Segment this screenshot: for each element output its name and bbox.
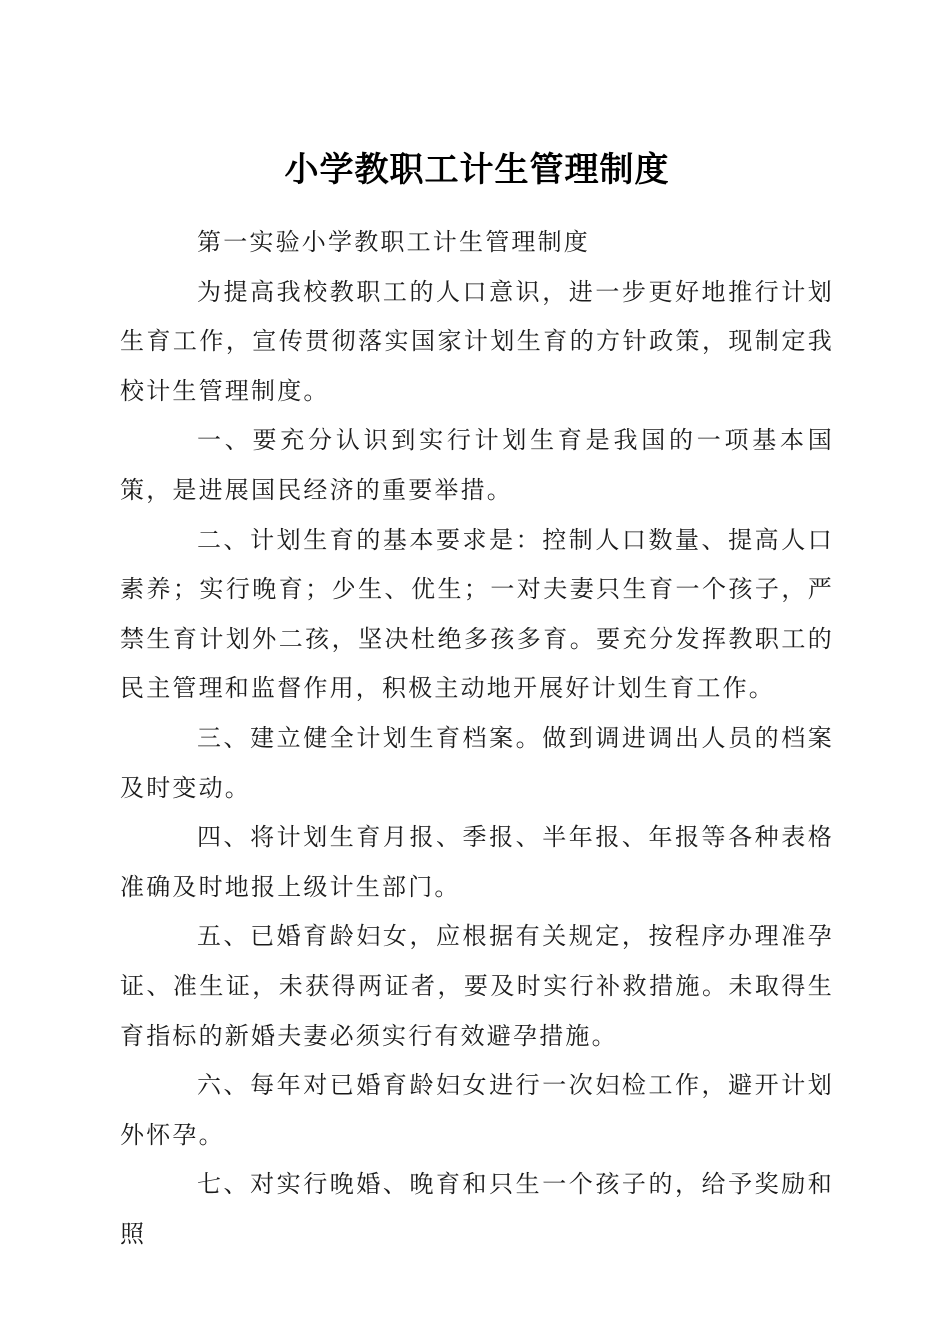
document-body <box>120 218 834 1259</box>
document-title: 小学教职工计生管理制度 <box>284 150 670 190</box>
paragraph-subtitle: 第一实验小学教职工计生管理制度 <box>197 228 590 256</box>
paragraph-item-6: 六、每年对已婚育龄妇女进行一次妇检工作，避开计划外怀孕。 <box>120 1071 834 1149</box>
paragraph-item-5: 五、已婚育龄妇女，应根据有关规定，按程序办理准孕证、准生证，未获得两证者，要及时实行补救措施。未取得生育指标的新婚夫妻必须实行有效避孕措施。 <box>120 922 834 1050</box>
paragraph-item-3: 三、建立健全计划生育档案。做到调进调出人员的档案及时变动。 <box>120 723 834 802</box>
paragraph-item-1: 一、要充分认识到实行计划生育是我国的一项基本国策，是进展国民经济的重要举措。 <box>120 426 834 504</box>
paragraph-item-7: 七、对实行晚婚、晚育和只生一个孩子的，给予奖励和照 <box>120 1170 834 1248</box>
paragraph-item-2: 二、计划生育的基本要求是：控制人口数量、提高人口素养；实行晚育；少生、优生；一对夫妻只生育一个孩子，严禁生育计划外二孩，坚决杜绝多孩多育。要充分发挥教职工的民主管理和监督作用，积极主动地开展好计划生育工作。 <box>120 525 834 703</box>
paragraph-intro: 为提高我校教职工的人口意识，进一步更好地推行计划生育工作，宣传贯彻落实国家计划生育的方针政策，现制定我校计生管理制度。 <box>120 277 834 405</box>
paragraph-item-4: 四、将计划生育月报、季报、半年报、年报等各种表格准确及时地报上级计生部门。 <box>120 823 834 901</box>
